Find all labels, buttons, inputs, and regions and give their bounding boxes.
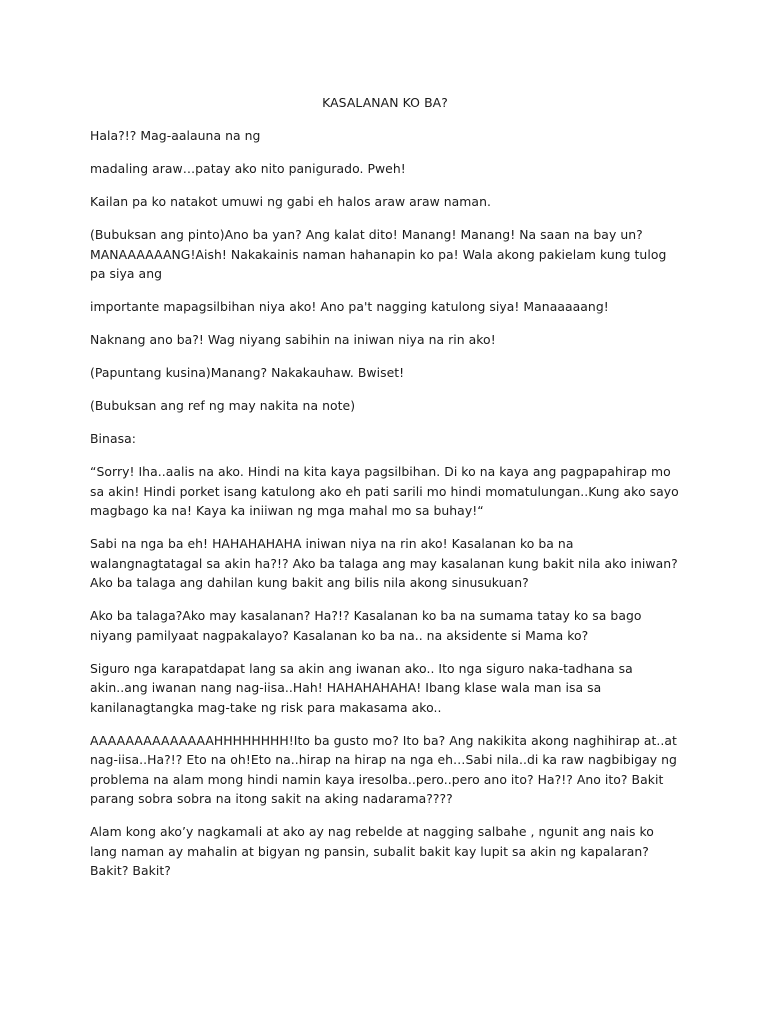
paragraph-10: “Sorry! Iha..aalis na ako. Hindi na kita kaya pagsilbihan. Di ko na kaya ang pagpapahirap mo sa akin! Hindi porket isang katulong ako eh pati sarili mo hindi momatulungan..Kung ako sayo magbago ka na! Kaya ka iniiwan ng mga mahal mo sa buhay!“ [90,464,679,518]
paragraph-8: (Bubuksan ang ref ng may nakita na note) [90,398,356,413]
document-body [90,94,680,894]
paragraph-11: Sabi na nga ba eh! HAHAHAHAHA iniwan niya na rin ako! Kasalanan ko ba na walangnagtatagal sa akin ha?!? Ako ba talaga ang may kasalanan kung bakit nila ako iniwan?Ako ba talaga ang dahilan kung bakit ang bilis nila akong sinusukuan? [90,536,678,590]
paragraph-3: Kailan pa ko natakot umuwi ng gabi eh halos araw araw naman. [90,194,491,209]
paragraph-4: (Bubuksan ang pinto)Ano ba yan? Ang kalat dito! Manang! Manang! Na saan na bay un? MANAAAAAANG!Aish! Nakakainis naman hahanapin ko pa! Wala akong pakielam kung tulog pa siya ang [90,227,667,281]
paragraph-1: Hala?!? Mag-aalauna na ng [90,128,261,143]
paragraph-2: madaling araw…patay ako nito panigurado. Pweh! [90,161,406,176]
paragraph-14: AAAAAAAAAAAAAAHHHHHHHH!Ito ba gusto mo? Ito ba? Ang nakikita akong naghihirap at..at nag-iisa..Ha?!? Eto na oh!Eto na..hirap na hirap na nga eh…Sabi nila..di ka raw nagbibigay ng problema na alam mong hindi namin kaya iresolba..pero..pero ano ito? Ha?!? Ano ito? Bakit parang sobra sobra na itong sakit na aking nadarama???? [90,732,677,806]
paragraph-5: importante mapagsilbihan niya ako! Ano pa't nagging katulong siya! Manaaaaang! [90,299,609,314]
paragraph-12: Ako ba talaga?Ako may kasalanan? Ha?!? Kasalanan ko ba na sumama tatay ko sa bago niyang pamilyaat nagpakalayo? Kasalanan ko ba na.. na aksidente si Mama ko? [90,608,642,643]
document-title: KASALANAN KO BA? [322,95,448,110]
paragraph-6: Naknang ano ba?! Wag niyang sabihin na iniwan niya na rin ako! [90,332,496,347]
paragraph-15: Alam kong ako’y nagkamali at ako ay nag rebelde at nagging salbahe , ngunit ang nais ko lang naman ay mahalin at bigyan ng pansin, subalit bakit kay lupit sa akin ng kapalaran? Bakit? Bakit? [90,824,654,878]
paragraph-9: Binasa: [90,431,136,446]
paragraph-7: (Papuntang kusina)Manang? Nakakauhaw. Bwiset! [90,365,405,380]
paragraph-13: Siguro nga karapatdapat lang sa akin ang iwanan ako.. Ito nga siguro naka-tadhana sa akin..ang iwanan nang nag-iisa..Hah! HAHAHAHAHA! Ibang klase wala man isa sa kanilanagtangka mag-take ng risk para makasama ako.. [90,660,633,715]
